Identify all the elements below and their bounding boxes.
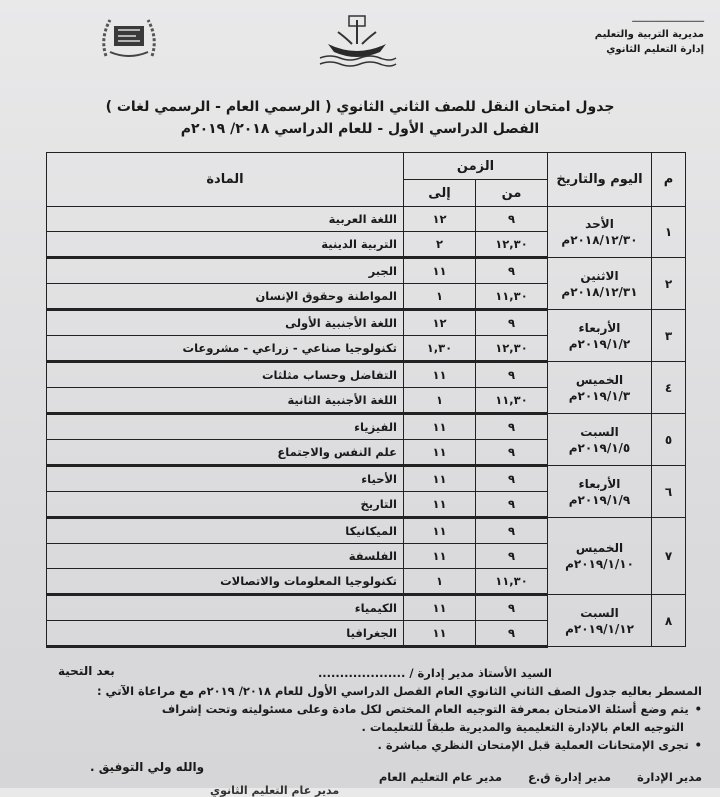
table-row [47,310,686,336]
exam-schedule-table [46,152,686,648]
time-from: ٩ [476,362,548,388]
greeting: بعد التحية [58,664,115,678]
day-name: الخميس [575,541,624,555]
row-number: ٢ [652,258,686,310]
time-from: ١١,٣٠ [476,284,548,310]
time-from: ١١,٣٠ [476,569,548,595]
subject-name: اللغة الأجنبية الثانية [47,388,404,414]
sub-title: الفصل الدراسي الأول - للعام الدراسي ٢٠١٨/ ٢٠١٩م [180,121,540,137]
day-name: الأربعاء [578,320,621,335]
header-from: من [476,180,548,207]
time-from: ٩ [476,414,548,440]
time-from: ٩ [476,492,548,518]
signature-cutoff: مدير عام التعليم الثانوي [210,784,340,797]
subject-name: التفاضل وحساب مثلثات [47,362,404,388]
department-header [595,12,704,57]
time-to: ١ [403,569,475,595]
intro-line: المسطر بعاليه جدول الصف الثاني الثانوي العام الفصل الدراسي الأول للعام ٢٠١٨/ ٢٠١٩م مع مراعاة الآتي : [96,684,702,698]
day-date-cell [548,310,652,362]
header-time: الزمن [403,153,547,180]
day-date-cell [548,258,652,310]
exam-date: ٢٠١٩/١/٢م [568,336,631,351]
subject-name: اللغة الأجنبية الأولى [47,310,404,336]
time-to: ١٢ [403,310,475,336]
time-from: ٩ [476,440,548,466]
table-header-row [47,153,686,180]
row-number: ٥ [652,414,686,466]
subject-name: الكيمياء [47,595,404,621]
note-bullet-2-text: تجرى الإمتحانات العملية قبل الإمتحان النظري مباشرة . [377,738,689,752]
table-row [47,414,686,440]
time-to: ١١ [403,466,475,492]
day-date-cell [548,518,652,595]
time-to: ١٢ [403,207,475,232]
subject-name: الفلسفة [47,544,404,569]
time-from: ٩ [476,595,548,621]
day-name: الأربعاء [578,476,621,491]
ministry-seal-icon [96,8,162,68]
day-date-cell [548,595,652,647]
subject-name: اللغة العربية [47,207,404,232]
row-number: ٨ [652,595,686,647]
time-to: ١١ [403,518,475,544]
signature-row [102,770,702,784]
subject-name: علم النفس والاجتماع [47,440,404,466]
table-row [47,362,686,388]
day-name: الأحد [585,217,614,231]
department-line-0: ـــــــــــــــــــــ [632,14,704,25]
day-name: الخميس [575,372,624,387]
subject-name: تكنولوجيا صناعي - زراعي - مشروعات [47,336,404,362]
header-number: م [652,153,686,207]
exam-date: ٢٠١٩/١/٩م [568,492,631,507]
row-number: ٤ [652,362,686,414]
time-from: ٩ [476,310,548,336]
header-to: إلى [403,180,475,207]
subject-name: الفيزياء [47,414,404,440]
subject-name: الأحياء [47,466,404,492]
time-to: ١١ [403,440,475,466]
header-subject: المادة [47,153,404,207]
subject-name: الجغرافيا [47,621,404,647]
note-bullet-1-text: يتم وضع أسئلة الامتحان بمعرفة التوجيه العام المختص لكل مادة وعلى مسئوليته وتحت إشراف [161,702,689,716]
time-from: ١٢,٣٠ [476,336,548,362]
main-title: جدول امتحان النقل للصف الثاني الثانوي ( الرسمي العام - الرسمي لغات ) [105,99,615,115]
governorate-emblem-icon [316,14,398,70]
day-name: الاثنين [580,268,619,283]
day-name: السبت [580,605,619,620]
subject-name: الجبر [47,258,404,284]
table-row [47,207,686,232]
note-bullet-2 [12,736,702,754]
time-to: ١١ [403,362,475,388]
time-from: ٩ [476,258,548,284]
department-line-1: مديرية التربية والتعليم [594,29,704,40]
table-row [47,518,686,544]
row-number: ٦ [652,466,686,518]
subject-name: الميكانيكا [47,518,404,544]
time-to: ١١ [403,492,475,518]
exam-date: ٢٠١٩/١/٥م [568,440,631,455]
signature-dept-director: مدير إدارة ق.ع [528,770,611,784]
time-to: ١,٣٠ [403,336,475,362]
exam-date: ٢٠١٨/١٢/٣٠م [561,233,638,247]
day-name: السبت [580,424,619,439]
header-day-date: اليوم والتاريخ [548,153,652,207]
subject-name: المواطنة وحقوق الإنسان [47,284,404,310]
signature-admin-director: مدير الإدارة [637,770,702,784]
time-to: ١١ [403,595,475,621]
document-titles [40,96,680,140]
time-from: ١١,٣٠ [476,388,548,414]
time-from: ٩ [476,466,548,492]
closing-thanks: والله ولي التوفيق . [90,760,205,774]
time-to: ١ [403,284,475,310]
exam-date: ٢٠١٩/١/٣م [568,388,631,403]
time-from: ٩ [476,544,548,569]
note-bullet-1-continued: التوجيه العام بالإدارة التعليمية والمديرية طبقاً للتعليمات . [361,720,684,734]
time-to: ١١ [403,544,475,569]
time-to: ١١ [403,258,475,284]
time-to: ١ [403,388,475,414]
table-row [47,466,686,492]
subject-name: التاريخ [47,492,404,518]
signature-general-director: مدير عام التعليم العام [378,770,503,784]
day-date-cell [548,362,652,414]
time-from: ١٢,٣٠ [476,232,548,258]
department-line-2: إدارة التعليم الثانوي [606,44,704,55]
addressee-line: السيد الأستاذ مدير إدارة / .................... [317,666,552,680]
day-date-cell [548,207,652,258]
note-bullet-1 [12,700,702,718]
time-to: ١١ [403,414,475,440]
time-from: ٩ [476,518,548,544]
row-number: ١ [652,207,686,258]
exam-date: ٢٠١٩/١/١٢م [565,621,634,636]
table-body [47,207,686,647]
table-row [47,595,686,621]
subject-name: تكنولوجيا المعلومات والاتصالات [47,569,404,595]
time-to: ٢ [403,232,475,258]
row-number: ٧ [652,518,686,595]
time-from: ٩ [476,621,548,647]
day-date-cell [548,414,652,466]
row-number: ٣ [652,310,686,362]
table-row [47,258,686,284]
day-date-cell [548,466,652,518]
footer-notes [12,664,702,754]
exam-date: ٢٠١٩/١/١٠م [565,557,634,571]
time-to: ١١ [403,621,475,647]
exam-date: ٢٠١٨/١٢/٣١م [561,284,638,299]
subject-name: التربية الدينية [47,232,404,258]
time-from: ٩ [476,207,548,232]
